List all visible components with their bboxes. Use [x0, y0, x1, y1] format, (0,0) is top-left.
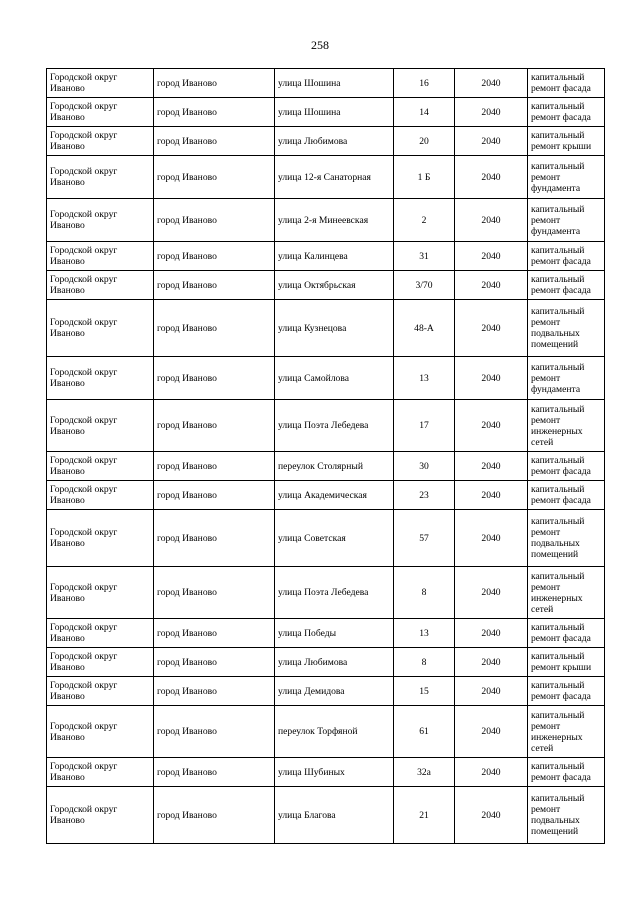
- city-cell: город Иваново: [154, 677, 275, 706]
- work-type-cell: капитальный ремонт инженерных сетей: [528, 567, 605, 619]
- city-cell: город Иваново: [154, 357, 275, 400]
- table-row: [47, 648, 605, 677]
- district-cell: Городской округ Иваново: [47, 300, 154, 357]
- work-type-cell: капитальный ремонт инженерных сетей: [528, 706, 605, 758]
- district-cell: Городской округ Иваново: [47, 677, 154, 706]
- city-cell: город Иваново: [154, 481, 275, 510]
- house-number-cell: 15: [394, 677, 455, 706]
- city-cell: город Иваново: [154, 706, 275, 758]
- house-number-cell: 48-А: [394, 300, 455, 357]
- year-cell: 2040: [455, 787, 528, 844]
- street-cell: улица Поэта Лебедева: [275, 567, 394, 619]
- city-cell: город Иваново: [154, 98, 275, 127]
- table-row: [47, 677, 605, 706]
- work-type-cell: капитальный ремонт инженерных сетей: [528, 400, 605, 452]
- city-cell: город Иваново: [154, 271, 275, 300]
- street-cell: улица Академическая: [275, 481, 394, 510]
- city-cell: город Иваново: [154, 648, 275, 677]
- work-type-cell: капитальный ремонт фундамента: [528, 199, 605, 242]
- work-type-cell: капитальный ремонт фасада: [528, 481, 605, 510]
- year-cell: 2040: [455, 619, 528, 648]
- district-cell: Городской округ Иваново: [47, 69, 154, 98]
- year-cell: 2040: [455, 300, 528, 357]
- house-number-cell: 8: [394, 567, 455, 619]
- district-cell: Городской округ Иваново: [47, 481, 154, 510]
- district-cell: Городской округ Иваново: [47, 706, 154, 758]
- year-cell: 2040: [455, 98, 528, 127]
- table-row: [47, 242, 605, 271]
- table-row: [47, 706, 605, 758]
- year-cell: 2040: [455, 481, 528, 510]
- table-row: [47, 787, 605, 844]
- work-type-cell: капитальный ремонт фасада: [528, 69, 605, 98]
- street-cell: улица Поэта Лебедева: [275, 400, 394, 452]
- district-cell: Городской округ Иваново: [47, 567, 154, 619]
- street-cell: переулок Торфяной: [275, 706, 394, 758]
- street-cell: улица Шубиных: [275, 758, 394, 787]
- work-type-cell: капитальный ремонт фасада: [528, 242, 605, 271]
- city-cell: город Иваново: [154, 787, 275, 844]
- table-row: [47, 452, 605, 481]
- house-number-cell: 20: [394, 127, 455, 156]
- house-number-cell: 13: [394, 619, 455, 648]
- street-cell: улица Шошина: [275, 98, 394, 127]
- work-type-cell: капитальный ремонт фасада: [528, 758, 605, 787]
- table-row: [47, 357, 605, 400]
- street-cell: улица Кузнецова: [275, 300, 394, 357]
- year-cell: 2040: [455, 677, 528, 706]
- city-cell: город Иваново: [154, 619, 275, 648]
- street-cell: улица Любимова: [275, 127, 394, 156]
- year-cell: 2040: [455, 758, 528, 787]
- work-type-cell: капитальный ремонт фасада: [528, 271, 605, 300]
- year-cell: 2040: [455, 242, 528, 271]
- house-number-cell: 32а: [394, 758, 455, 787]
- street-cell: улица 2-я Минеевская: [275, 199, 394, 242]
- street-cell: переулок Столярный: [275, 452, 394, 481]
- street-cell: улица Калинцева: [275, 242, 394, 271]
- house-number-cell: 2: [394, 199, 455, 242]
- district-cell: Городской округ Иваново: [47, 648, 154, 677]
- table-row: [47, 619, 605, 648]
- year-cell: 2040: [455, 357, 528, 400]
- table-row: [47, 510, 605, 567]
- street-cell: улица 12-я Санаторная: [275, 156, 394, 199]
- year-cell: 2040: [455, 69, 528, 98]
- repair-schedule-table: [46, 68, 605, 844]
- house-number-cell: 16: [394, 69, 455, 98]
- district-cell: Городской округ Иваново: [47, 127, 154, 156]
- work-type-cell: капитальный ремонт фасада: [528, 619, 605, 648]
- house-number-cell: 23: [394, 481, 455, 510]
- house-number-cell: 8: [394, 648, 455, 677]
- house-number-cell: 61: [394, 706, 455, 758]
- district-cell: Городской округ Иваново: [47, 156, 154, 199]
- street-cell: улица Демидова: [275, 677, 394, 706]
- district-cell: Городской округ Иваново: [47, 400, 154, 452]
- table-row: [47, 98, 605, 127]
- district-cell: Городской округ Иваново: [47, 787, 154, 844]
- work-type-cell: капитальный ремонт подвальных помещений: [528, 300, 605, 357]
- district-cell: Городской округ Иваново: [47, 619, 154, 648]
- street-cell: улица Любимова: [275, 648, 394, 677]
- district-cell: Городской округ Иваново: [47, 510, 154, 567]
- year-cell: 2040: [455, 127, 528, 156]
- street-cell: улица Самойлова: [275, 357, 394, 400]
- table-row: [47, 400, 605, 452]
- work-type-cell: капитальный ремонт крыши: [528, 127, 605, 156]
- district-cell: Городской округ Иваново: [47, 357, 154, 400]
- house-number-cell: 17: [394, 400, 455, 452]
- year-cell: 2040: [455, 452, 528, 481]
- work-type-cell: капитальный ремонт фасада: [528, 452, 605, 481]
- house-number-cell: 57: [394, 510, 455, 567]
- work-type-cell: капитальный ремонт подвальных помещений: [528, 510, 605, 567]
- work-type-cell: капитальный ремонт фундамента: [528, 357, 605, 400]
- year-cell: 2040: [455, 567, 528, 619]
- house-number-cell: 30: [394, 452, 455, 481]
- year-cell: 2040: [455, 706, 528, 758]
- year-cell: 2040: [455, 400, 528, 452]
- table-row: [47, 127, 605, 156]
- year-cell: 2040: [455, 199, 528, 242]
- district-cell: Городской округ Иваново: [47, 242, 154, 271]
- city-cell: город Иваново: [154, 452, 275, 481]
- work-type-cell: капитальный ремонт фундамента: [528, 156, 605, 199]
- work-type-cell: капитальный ремонт фасада: [528, 98, 605, 127]
- district-cell: Городской округ Иваново: [47, 199, 154, 242]
- street-cell: улица Благова: [275, 787, 394, 844]
- city-cell: город Иваново: [154, 199, 275, 242]
- city-cell: город Иваново: [154, 242, 275, 271]
- table-row: [47, 271, 605, 300]
- page-number: 258: [311, 38, 329, 52]
- work-type-cell: капитальный ремонт крыши: [528, 648, 605, 677]
- table-row: [47, 481, 605, 510]
- city-cell: город Иваново: [154, 510, 275, 567]
- district-cell: Городской округ Иваново: [47, 98, 154, 127]
- city-cell: город Иваново: [154, 300, 275, 357]
- table-row: [47, 199, 605, 242]
- house-number-cell: 3/70: [394, 271, 455, 300]
- table-row: [47, 567, 605, 619]
- street-cell: улица Победы: [275, 619, 394, 648]
- city-cell: город Иваново: [154, 567, 275, 619]
- house-number-cell: 13: [394, 357, 455, 400]
- district-cell: Городской округ Иваново: [47, 758, 154, 787]
- work-type-cell: капитальный ремонт фасада: [528, 677, 605, 706]
- table-row: [47, 758, 605, 787]
- year-cell: 2040: [455, 648, 528, 677]
- street-cell: улица Советская: [275, 510, 394, 567]
- table-row: [47, 69, 605, 98]
- city-cell: город Иваново: [154, 156, 275, 199]
- city-cell: город Иваново: [154, 69, 275, 98]
- table-body: [47, 69, 605, 844]
- city-cell: город Иваново: [154, 758, 275, 787]
- table-row: [47, 300, 605, 357]
- year-cell: 2040: [455, 156, 528, 199]
- table-row: [47, 156, 605, 199]
- year-cell: 2040: [455, 271, 528, 300]
- street-cell: улица Шошина: [275, 69, 394, 98]
- house-number-cell: 31: [394, 242, 455, 271]
- district-cell: Городской округ Иваново: [47, 271, 154, 300]
- street-cell: улица Октябрьская: [275, 271, 394, 300]
- work-type-cell: капитальный ремонт подвальных помещений: [528, 787, 605, 844]
- city-cell: город Иваново: [154, 127, 275, 156]
- city-cell: город Иваново: [154, 400, 275, 452]
- house-number-cell: 14: [394, 98, 455, 127]
- district-cell: Городской округ Иваново: [47, 452, 154, 481]
- house-number-cell: 1 Б: [394, 156, 455, 199]
- year-cell: 2040: [455, 510, 528, 567]
- house-number-cell: 21: [394, 787, 455, 844]
